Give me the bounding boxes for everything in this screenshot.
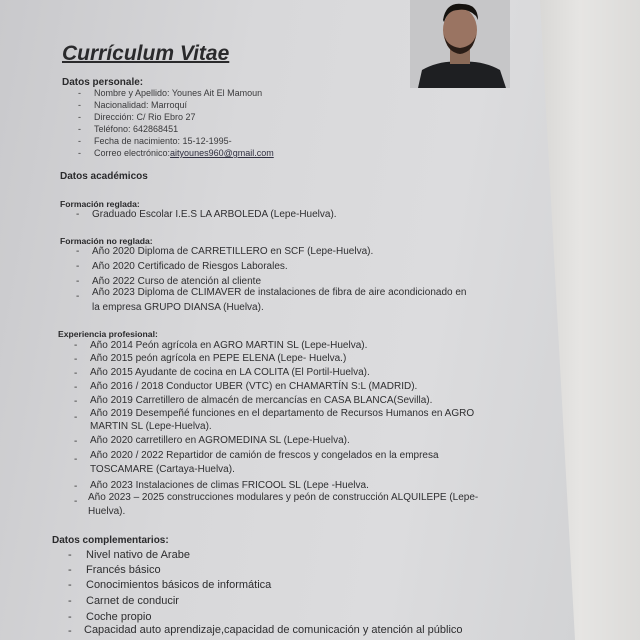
dash-icon: -	[74, 481, 78, 492]
experience-item: Año 2020 / 2022 Repartidor de camión de frescos y congelados en la empresa	[90, 450, 439, 461]
experience-item: Año 2015 Ayudante de cocina en LA COLITA (El Portil-Huelva).	[90, 367, 370, 378]
complementary-item: Capacidad auto aprendizaje,capacidad de comunicación y atención al público	[84, 624, 463, 636]
nonregulated-item: Año 2023 Diploma de CLIMAVER de instalaciones de fibra de aire acondicionado en	[92, 287, 467, 298]
experience-item: Año 2014 Peón agrícola en AGRO MARTIN SL (Lepe-Huelva).	[90, 340, 368, 351]
portrait-photo	[410, 0, 510, 88]
complementary-heading: Datos complementarios:	[52, 535, 169, 546]
personal-item: Dirección: C/ Rio Ebro 27	[94, 112, 196, 122]
email-label: Correo electrónico:	[94, 148, 171, 158]
dash-icon: -	[74, 354, 78, 365]
dash-icon: -	[78, 148, 81, 158]
dash-icon: -	[76, 276, 80, 287]
experience-heading: Experiencia profesional:	[58, 329, 158, 339]
experience-item: Año 2019 Carretillero de almacén de mercancías en CASA BLANCA(Sevilla).	[90, 395, 433, 406]
experience-item: Huelva).	[88, 506, 126, 517]
dash-icon: -	[74, 396, 78, 407]
dash-icon: -	[68, 595, 72, 607]
experience-item: Año 2019 Desempeñé funciones en el departamento de Recursos Humanos en AGRO	[90, 408, 475, 419]
complementary-item: Carnet de conducir	[86, 595, 179, 607]
experience-item: TOSCAMARE (Cartaya-Huelva).	[90, 464, 235, 475]
personal-heading: Datos personale:	[62, 77, 144, 88]
complementary-item: Francés básico	[86, 564, 161, 576]
complementary-item: Nivel nativo de Arabe	[86, 549, 190, 561]
dash-icon: -	[78, 136, 81, 146]
dash-icon: -	[78, 112, 81, 122]
dash-icon: -	[68, 564, 72, 576]
email-link[interactable]: aityounes960@gmail.com	[170, 148, 274, 158]
personal-item: Teléfono: 642868451	[94, 124, 179, 134]
experience-item: Año 2015 peón agrícola en PEPE ELENA (Lepe- Huelva.)	[90, 353, 347, 364]
page-title: Currículum Vitae	[62, 42, 230, 65]
personal-item: Nacionalidad: Marroquí	[94, 100, 188, 110]
experience-item: Año 2020 carretillero en AGROMEDINA SL (Lepe-Huelva).	[90, 435, 350, 446]
academic-heading: Datos académicos	[60, 171, 148, 182]
dash-icon: -	[68, 549, 72, 561]
nonregulated-heading: Formación no reglada:	[60, 236, 153, 246]
complementary-item: Conocimientos básicos de informática	[86, 579, 272, 591]
experience-item: Año 2023 – 2025 construcciones modulares y peón de construcción ALQUILEPE (Lepe-	[88, 492, 479, 503]
dash-icon: -	[74, 382, 78, 393]
personal-item: Fecha de nacimiento: 15-12-1995-	[94, 136, 232, 146]
personal-item: Nombre y Apellido: Younes Ait El Mamoun	[94, 88, 263, 98]
complementary-item: Coche propio	[86, 611, 152, 623]
nonregulated-item: la empresa GRUPO DIANSA (Huelva).	[92, 302, 264, 313]
dash-icon: -	[74, 454, 78, 465]
regulated-item: Graduado Escolar I.E.S LA ARBOLEDA (Lepe-Huelva).	[92, 209, 337, 220]
dash-icon: -	[68, 611, 72, 623]
dash-icon: -	[68, 625, 72, 637]
experience-item: Año 2023 Instalaciones de climas FRICOOL SL (Lepe -Huelva.	[90, 480, 369, 491]
nonregulated-item: Año 2020 Certificado de Riesgos Laborales.	[92, 261, 288, 272]
dash-icon: -	[74, 368, 78, 379]
experience-item: MARTIN SL (Lepe-Huelva).	[90, 421, 212, 432]
email-row	[94, 148, 274, 158]
regulated-heading: Formación reglada:	[60, 199, 140, 209]
dash-icon: -	[76, 261, 80, 272]
dash-icon: -	[78, 88, 81, 98]
dash-icon: -	[74, 436, 78, 447]
dash-icon: -	[78, 100, 81, 110]
dash-icon: -	[68, 579, 72, 591]
dash-icon: -	[76, 209, 80, 220]
dash-icon: -	[74, 412, 78, 423]
nonregulated-item: Año 2022 Curso de atención al cliente	[92, 276, 262, 287]
dash-icon: -	[76, 246, 80, 257]
nonregulated-item: Año 2020 Diploma de CARRETILLERO en SCF (Lepe-Huelva).	[92, 246, 374, 257]
experience-item: Año 2016 / 2018 Conductor UBER (VTC) en CHAMARTÍN S:L (MADRID).	[90, 381, 418, 392]
dash-icon: -	[74, 496, 78, 507]
dash-icon: -	[76, 291, 80, 302]
dash-icon: -	[74, 340, 78, 351]
dash-icon: -	[78, 124, 81, 134]
